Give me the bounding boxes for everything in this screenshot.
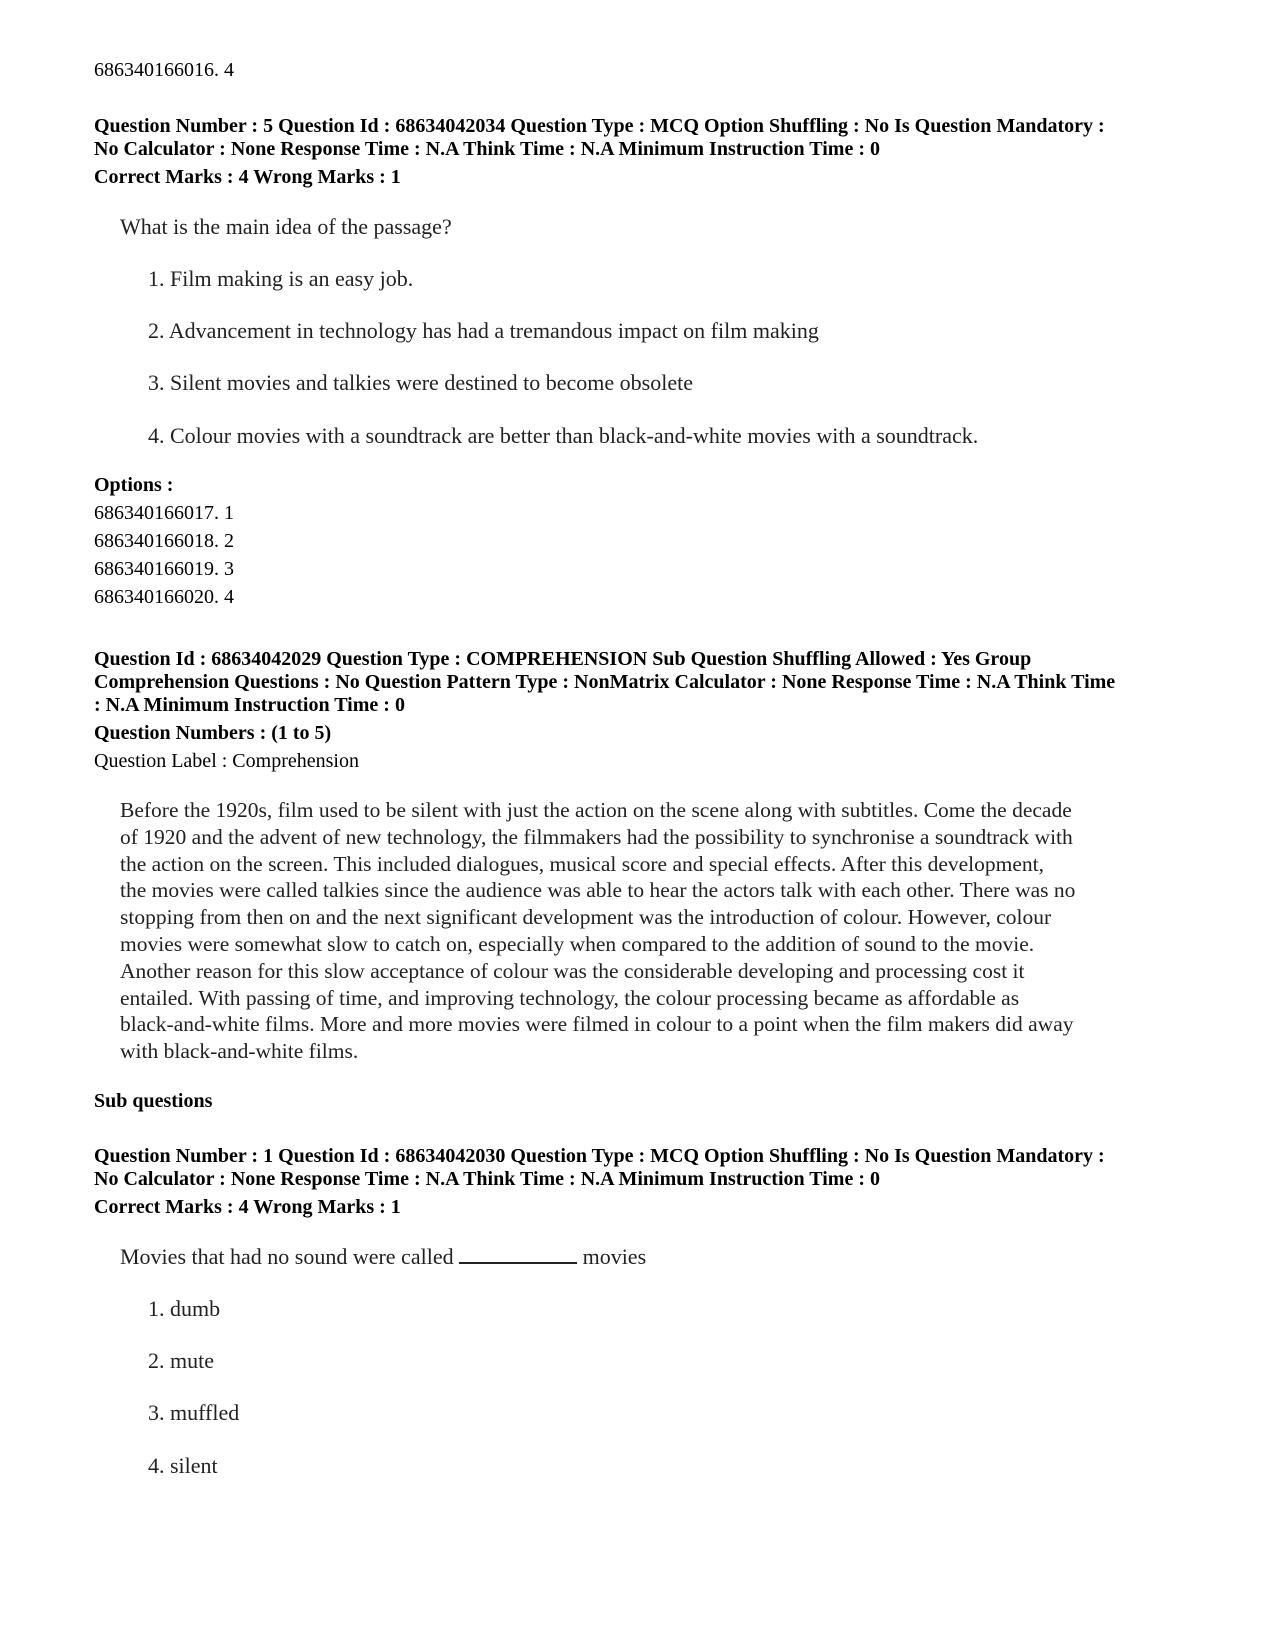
- sub-questions-heading: Sub questions: [94, 1090, 213, 1112]
- question-meta-line: : N.A Minimum Instruction Time : 0: [94, 694, 405, 716]
- marks-line: Correct Marks : 4 Wrong Marks : 1: [94, 166, 401, 188]
- question-5-block: [94, 115, 1194, 189]
- question-text: What is the main idea of the passage?: [120, 214, 452, 239]
- choice-item: 1. Film making is an easy job.: [148, 266, 414, 291]
- choice-item: 3. muffled: [148, 1400, 240, 1425]
- choice-item: 4. Colour movies with a soundtrack are better than black-and-white movies with a soundtrack.: [148, 423, 979, 448]
- option-line: 686340166017. 1: [94, 502, 234, 524]
- question-meta-line: Question Number : 5 Question Id : 68634042034 Question Type : MCQ Option Shuffling : No Is Question Mandatory :: [94, 115, 1105, 137]
- passage-line: black-and-white films. More and more movies were filmed in colour to a point when the film makers did away: [120, 1012, 1074, 1037]
- question-numbers: Question Numbers : (1 to 5): [94, 722, 332, 744]
- passage-line: of 1920 and the advent of new technology, the filmmakers had the possibility to synchronise a soundtrack with: [120, 824, 1073, 849]
- passage-line: movies were somewhat slow to catch on, especially when compared to the addition of sound to the movie.: [120, 931, 1035, 956]
- passage-line: Another reason for this slow acceptance of colour was the considerable developing and processing cost it: [120, 958, 1025, 983]
- option-line: 686340166019. 3: [94, 558, 234, 580]
- option-line: 686340166016. 4: [94, 59, 234, 81]
- choice-item: 4. silent: [148, 1453, 218, 1478]
- question-meta-line: No Calculator : None Response Time : N.A Think Time : N.A Minimum Instruction Time : 0: [94, 1168, 880, 1190]
- question-meta-line: Question Number : 1 Question Id : 68634042030 Question Type : MCQ Option Shuffling : No Is Question Mandatory :: [94, 1145, 1105, 1167]
- passage-line: stopping from then on and the next significant development was the introduction of colour. However, colour: [120, 905, 1052, 930]
- choice-item: 2. Advancement in technology has had a tremandous impact on film making: [148, 318, 819, 343]
- choice-item: 2. mute: [148, 1348, 214, 1373]
- answer-blank: [459, 1244, 577, 1264]
- question-text-after: movies: [582, 1244, 647, 1269]
- question-1-block: [94, 1145, 1194, 1219]
- question-text-before: Movies that had no sound were called: [120, 1244, 454, 1269]
- question-text: [94, 1243, 646, 1271]
- choice-item: 3. Silent movies and talkies were destined to become obsolete: [148, 370, 693, 395]
- option-line: 686340166020. 4: [94, 586, 234, 608]
- question-meta-line: No Calculator : None Response Time : N.A Think Time : N.A Minimum Instruction Time : 0: [94, 138, 880, 160]
- passage-line: with black-and-white films.: [120, 1039, 359, 1064]
- question-meta-line: Comprehension Questions : No Question Pattern Type : NonMatrix Calculator : None Response Time : N.A Think Time: [94, 671, 1116, 693]
- passage-line: the movies were called talkies since the audience was able to hear the actors talk with each other. There was no: [120, 878, 1076, 903]
- passage-line: the action on the screen. This included dialogues, musical score and special effects. After this development,: [120, 851, 1045, 876]
- choice-item: 1. dumb: [148, 1296, 221, 1321]
- comprehension-block: [94, 648, 1204, 773]
- marks-line: Correct Marks : 4 Wrong Marks : 1: [94, 1196, 401, 1218]
- option-line: 686340166018. 2: [94, 530, 234, 552]
- question-meta-line: Question Id : 68634042029 Question Type : COMPREHENSION Sub Question Shuffling Allowed : Yes Group: [94, 648, 1032, 670]
- question-label: Question Label : Comprehension: [94, 750, 359, 772]
- passage-line: entailed. With passing of time, and improving technology, the colour processing became as affordable as: [120, 985, 1020, 1010]
- passage-line: Before the 1920s, film used to be silent with just the action on the scene along with subtitles. Come the decade: [120, 798, 1072, 822]
- comprehension-passage: [94, 797, 1200, 1065]
- options-heading: Options :: [94, 474, 174, 496]
